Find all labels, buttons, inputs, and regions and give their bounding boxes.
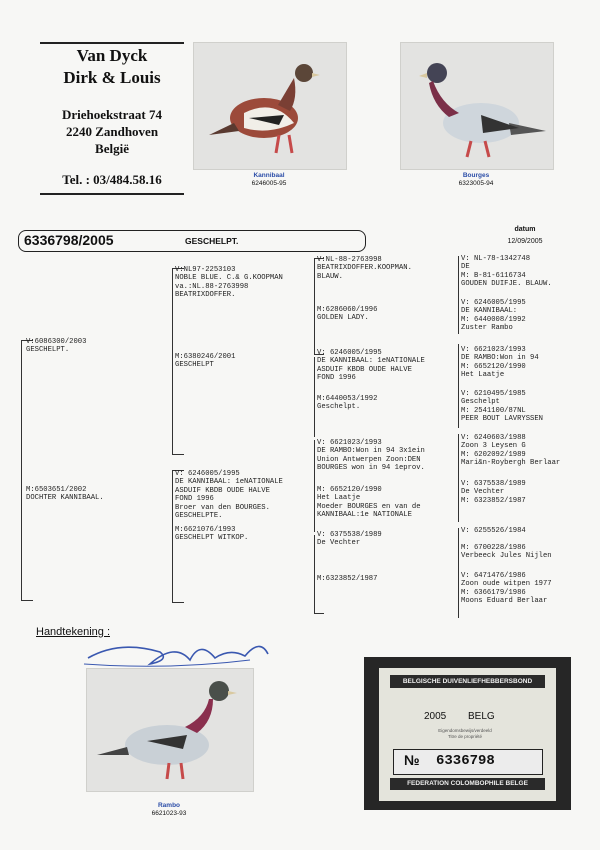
header-rule-bottom <box>40 193 184 195</box>
bracket-col4-d <box>458 528 459 618</box>
pedigree-c4-b2: V: 6210495/1985 Geschelpt M: 2541100/87NL PEER BOUT LAVRYSSEN <box>461 390 543 424</box>
pedigree-c3-f: M: 6652120/1990 Het Laatje Moeder BOURGES en van de KANNIBAAL:1e NATIONALE <box>317 486 421 520</box>
pedigree-father: V:6086300/2003 GESCHELPT. <box>26 338 87 355</box>
certificate-top-text: BELGISCHE DUIVENLIEFHEBBERSBOND <box>390 675 545 688</box>
date-label: datum <box>514 226 536 233</box>
caption-kannibaal <box>193 172 345 188</box>
certificate-bottom-text: FEDERATION COLOMBOPHILE BELGE <box>390 778 545 790</box>
photo-bourges <box>400 42 554 170</box>
pedigree-c4-d1: V: 6255526/1984 M: 6700228/1986 Verbeeck Jules Nijlen <box>461 527 552 561</box>
ring-number: 6336798/2005 <box>24 232 114 248</box>
certificate-small-text: Eigendomsbewijs/verdeeld Titre de propriété <box>438 728 492 739</box>
pedigree-c3-h: M:6323852/1987 <box>317 575 378 583</box>
pigeon-image <box>87 669 253 791</box>
bracket-tick <box>314 613 324 614</box>
pedigree-c4-b1: V: 6621023/1993 DE RAMBO:Won in 94 M: 6652120/1990 Het Laatje <box>461 346 539 380</box>
signature-label: Handtekening : <box>36 626 110 638</box>
owner-name-line2: Dirk & Louis <box>63 68 161 87</box>
owner-name-line1: Van Dyck <box>76 46 148 65</box>
certificate-year: 2005 <box>424 711 447 722</box>
bracket-tick <box>172 602 184 603</box>
caption-rambo-title: Rambo <box>157 802 181 809</box>
pedigree-c3-e: V: 6621023/1993 DE RAMBO:Won in 94 3x1ein Union Antwerpen Zoon:DEN BOURGES won in 94 1eprov. <box>317 439 425 473</box>
owner-phone: Tel. : 03/484.58.16 <box>62 172 162 187</box>
pedigree-c4-d2: V: 6471476/1986 Zoon oude witpen 1977 M: 6366179/1986 Moons Eduard Berlaar <box>461 572 552 606</box>
pedigree-fm: M:6380246/2001 GESCHELPT <box>175 353 236 370</box>
pigeon-image <box>401 43 553 169</box>
pedigree-c3-c: V: 6246005/1995 DE KANNIBAAL: 1eNATIONALE ASDUIF KBDB OUDE HALVE FOND 1996 <box>317 349 425 383</box>
caption-rambo <box>86 802 252 818</box>
pedigree-c3-b: M:6286060/1996 GOLDEN LADY. <box>317 306 378 323</box>
caption-bourges <box>400 172 552 188</box>
pedigree-c4-a2: V: 6246005/1995 DE KANNIBAAL: M: 6440008/1992 Zuster Rambo <box>461 299 526 333</box>
pedigree-c4-c1: V: 6240603/1988 Zoon 3 Leysen G M: 6202092/1989 Mari&n-Roybergh Berlaar <box>461 434 561 468</box>
certificate-number-box <box>393 749 543 775</box>
pedigree-mm: M:6621076/1993 GESCHELPT WITKOP. <box>175 526 249 543</box>
owner-city: 2240 Zandhoven <box>65 124 159 139</box>
certificate-country: BELG <box>468 711 495 722</box>
pedigree-ff: V:NL97-2253103 NOBLE BLUE. C.& G.KOOPMAN va.:NL.88-2763998 BEATRIXDOFFER. <box>175 266 283 300</box>
pedigree-mother: M:6503651/2002 DOCHTER KANNIBAAL. <box>26 486 104 503</box>
pedigree-c4-a1: V: NL-78-1342748 DE M: B-81-6116734 GOUDEN DUIFJE. BLAUW. <box>461 255 552 289</box>
caption-rambo-ring: 6621023-93 <box>151 810 187 817</box>
pigeon-image <box>194 43 346 169</box>
pedigree-c3-g: V: 6375538/1989 De Vechter <box>317 531 382 548</box>
bird-color: GESCHELPT. <box>185 236 239 246</box>
bracket-col1 <box>21 340 22 600</box>
caption-bourges-title: Bourges <box>462 172 490 179</box>
pedigree-c3-d: M:6440053/1992 Geschelpt. <box>317 395 378 412</box>
owner-street: Driehoekstraat 74 <box>61 107 162 122</box>
bracket-col2-top <box>172 268 173 454</box>
photo-kannibaal <box>193 42 347 170</box>
header-rule-top <box>40 42 184 44</box>
caption-kannibaal-title: Kannibaal <box>253 172 285 179</box>
bracket-col3-c <box>314 440 315 532</box>
bracket-col4-c <box>458 434 459 522</box>
certificate-number: 6336798 <box>436 753 495 769</box>
pedigree-mf: V: 6246005/1995 DE KANNIBAAL: 1eNATIONALE ASDUIF KBDB OUDE HALVE FOND 1996 Broer van den BOURGES. GESCHELPTE. <box>175 470 283 521</box>
bracket-col3-d <box>314 535 315 613</box>
certificate-number-prefix: № <box>404 752 420 768</box>
pedigree-c4-c2: V: 6375538/1989 De Vechter M: 6323852/1987 <box>461 480 526 505</box>
bracket-col1-bottom <box>21 600 33 601</box>
bracket-col4-a <box>458 256 459 334</box>
caption-bourges-ring: 6323005-94 <box>458 180 494 187</box>
caption-kannibaal-ring: 6246005-95 <box>251 180 287 187</box>
bracket-tick <box>172 454 184 455</box>
bracket-col3-a <box>314 258 315 354</box>
bracket-col2-bottom <box>172 470 173 602</box>
bracket-col4-b <box>458 344 459 428</box>
photo-rambo <box>86 668 254 792</box>
pedigree-c3-a: V:NL-88-2763998 BEATRIXDOFFER.KOOPMAN. BLAUW. <box>317 256 412 281</box>
bracket-col3-b <box>314 357 315 437</box>
date-value: 12/09/2005 <box>507 238 543 245</box>
owner-country: België <box>95 141 129 156</box>
